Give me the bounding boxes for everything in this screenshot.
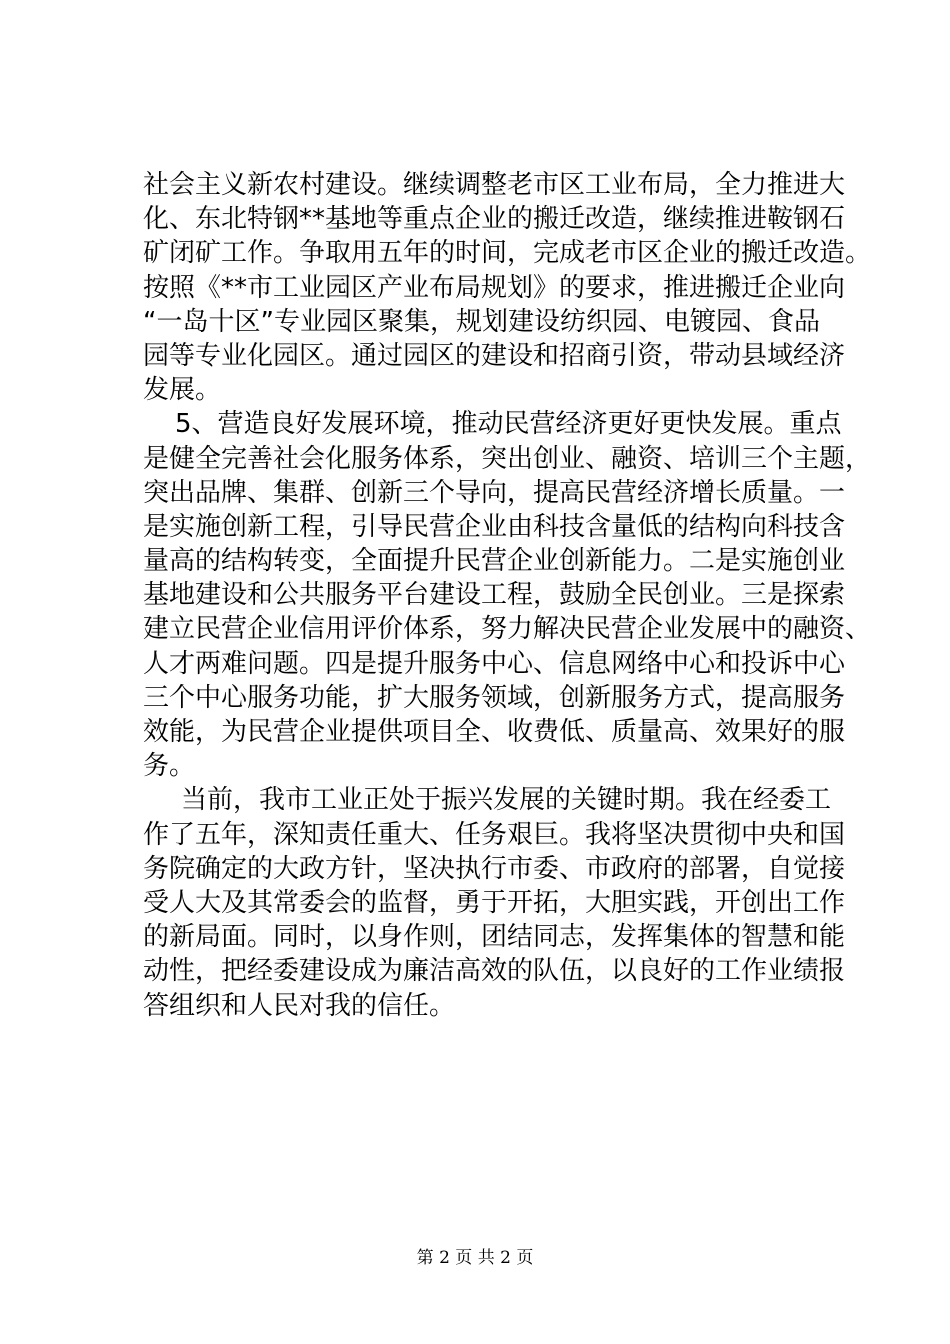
text-line: 的新局面。同时，以身作则，团结同志，发挥集体的智慧和能: [143, 922, 846, 953]
text-line: “一岛十区”专业园区聚集，规划建设纺织园、电镀园、食品: [143, 306, 820, 337]
text-line: 矿闭矿工作。争取用五年的时间，完成老市区企业的搬迁改造。: [143, 238, 872, 269]
text-line: 园等专业化园区。通过园区的建设和招商引资，带动县域经济: [143, 340, 846, 371]
text-line: 务。: [143, 751, 196, 782]
page-footer: [0, 1243, 950, 1268]
text-line: 动性，把经委建设成为廉洁高效的队伍，以良好的工作业绩报: [143, 956, 846, 987]
text-line: 答组织和人民对我的信任。: [143, 990, 456, 1021]
text-line: 务院确定的大政方针，坚决执行市委、市政府的部署，自觉接: [143, 853, 846, 884]
text-line: 量高的结构转变，全面提升民营企业创新能力。二是实施创业: [143, 546, 846, 577]
text-line: 社会主义新农村建设。继续调整老市区工业布局，全力推进大: [143, 170, 846, 200]
document-body: [143, 168, 872, 1023]
text-line: 基地建设和公共服务平台建设工程，鼓励全民创业。三是探索: [143, 580, 846, 611]
text-line: 当前，我市工业正处于振兴发展的关键时期。我在经委工: [181, 785, 832, 816]
text-line: 5、营造良好发展环境，推动民营经济更好更快发展。重点: [175, 409, 842, 440]
text-line: 效能，为民营企业提供项目全、收费低、质量高、效果好的服: [143, 717, 846, 747]
text-line: 按照《**市工业园区产业布局规划》的要求，推进搬迁企业向: [143, 272, 846, 303]
text-line: 人才两难问题。四是提升服务中心、信息网络中心和投诉中心: [143, 648, 846, 679]
text-line: 是实施创新工程，引导民营企业由科技含量低的结构向科技含: [143, 511, 846, 542]
text-line: 化、东北特钢**基地等重点企业的搬迁改造，继续推进鞍钢石: [143, 204, 846, 235]
paragraph-1: [143, 168, 872, 407]
page-number: 第 2 页 共 2 页: [416, 1248, 534, 1268]
text-line: 发展。: [143, 375, 222, 406]
text-line: 受人大及其常委会的监督，勇于开拓，大胆实践，开创出工作: [143, 887, 846, 918]
text-line: 建立民营企业信用评价体系，努力解决民营企业发展中的融资、: [143, 614, 872, 645]
text-line: 三个中心服务功能，扩大服务领域，创新服务方式，提高服务: [143, 682, 846, 713]
paragraph-2: [143, 407, 872, 783]
paragraph-3: [143, 783, 863, 1022]
text-line: 突出品牌、集群、创新三个导向，提高民营经济增长质量。一: [143, 477, 846, 508]
text-line: 是健全完善社会化服务体系，突出创业、融资、培训三个主题，: [143, 443, 872, 474]
text-line: 作了五年，深知责任重大、任务艰巨。我将坚决贯彻中央和国: [143, 819, 846, 850]
